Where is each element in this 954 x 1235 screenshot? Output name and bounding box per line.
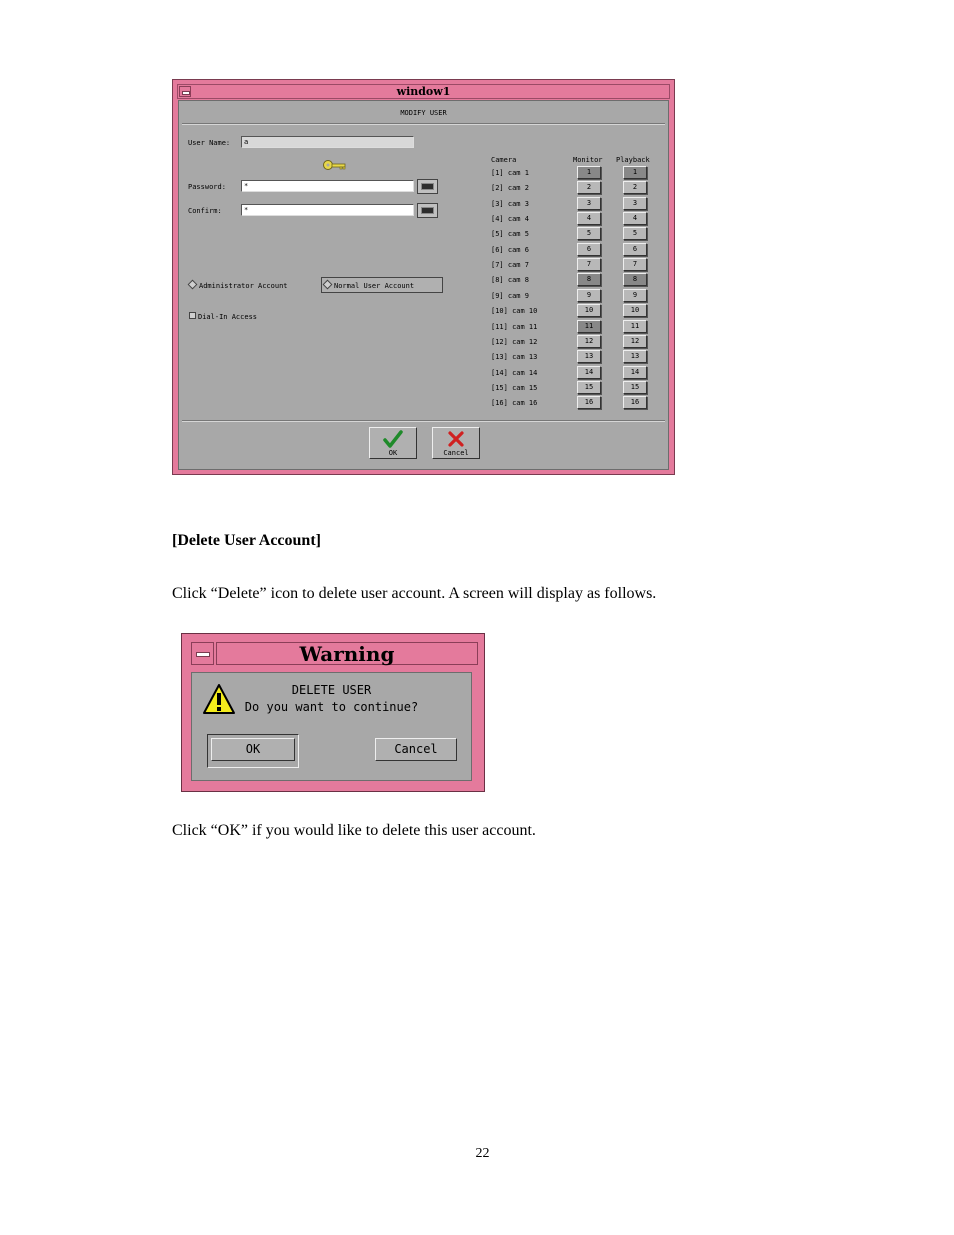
monitor-toggle[interactable]: 9 [577, 289, 601, 302]
divider [182, 123, 665, 125]
playback-toggle[interactable]: 11 [623, 320, 647, 333]
dialin-label: Dial-In Access [198, 313, 258, 321]
user-name-field[interactable] [241, 136, 414, 148]
monitor-toggle[interactable]: 12 [577, 335, 601, 348]
window-menu-button[interactable] [191, 642, 214, 665]
camera-label: [14] cam 14 [491, 368, 538, 377]
radio-indicator [323, 280, 333, 290]
warning-dialog [181, 633, 485, 792]
camera-label: [5] cam 5 [491, 230, 529, 239]
checkmark-icon [383, 430, 403, 448]
playback-toggle[interactable]: 12 [623, 335, 647, 348]
monitor-toggle[interactable]: 5 [577, 227, 601, 240]
confirm-value: * [244, 206, 249, 214]
checkbox-indicator [189, 312, 196, 319]
page-number: 22 [475, 1146, 490, 1161]
playback-header: Playback [616, 156, 650, 164]
monitor-toggle[interactable]: 14 [577, 366, 601, 379]
title-bar[interactable] [177, 84, 670, 99]
monitor-toggle[interactable]: 6 [577, 243, 601, 256]
keyboard-icon[interactable] [417, 203, 438, 218]
monitor-toggle[interactable]: 11 [577, 320, 601, 333]
monitor-toggle[interactable]: 15 [577, 381, 601, 394]
monitor-header: Monitor [573, 156, 603, 164]
camera-label: [4] cam 4 [491, 215, 529, 224]
playback-toggle[interactable]: 9 [623, 289, 647, 302]
camera-label: [13] cam 13 [491, 353, 538, 362]
window-client [178, 100, 669, 470]
admin-account-radio[interactable] [189, 281, 288, 290]
camera-label: [1] cam 1 [491, 169, 529, 177]
camera-label: [15] cam 15 [491, 383, 538, 392]
keyboard-icon[interactable] [417, 179, 438, 194]
warning-ok-button[interactable]: OK [211, 738, 295, 761]
paragraph-delete-instruction: Click “Delete” icon to delete user account. A screen will display as follows. [172, 585, 657, 602]
warning-line-2: Do you want to continue? [244, 700, 419, 714]
playback-toggle[interactable]: 1 [623, 166, 647, 179]
camera-label: [3] cam 3 [491, 199, 529, 208]
camera-label: [16] cam 16 [491, 399, 538, 408]
cancel-button[interactable] [432, 427, 480, 459]
confirm-field[interactable] [241, 204, 414, 216]
warning-client [191, 672, 472, 781]
playback-toggle[interactable]: 13 [623, 350, 647, 363]
playback-toggle[interactable]: 7 [623, 258, 647, 271]
playback-toggle[interactable]: 5 [623, 227, 647, 240]
normal-account-radio[interactable] [321, 277, 443, 293]
dialin-checkbox[interactable] [189, 312, 257, 321]
camera-label: [11] cam 11 [491, 322, 538, 331]
camera-label: [2] cam 2 [491, 184, 529, 193]
cancel-label: Cancel [443, 449, 469, 457]
normal-account-label: Normal User Account [334, 282, 415, 290]
camera-label: [10] cam 10 [491, 307, 538, 316]
monitor-toggle[interactable]: 4 [577, 212, 601, 225]
ok-button[interactable] [369, 427, 417, 459]
warning-line-1: DELETE USER [291, 683, 372, 697]
playback-toggle[interactable]: 2 [623, 181, 647, 194]
password-label: Password: [188, 183, 226, 191]
playback-toggle[interactable]: 3 [623, 197, 647, 210]
monitor-toggle[interactable]: 16 [577, 396, 601, 409]
user-name-value: a [244, 138, 249, 146]
camera-header: Camera [491, 156, 517, 164]
camera-label: [7] cam 7 [491, 261, 529, 270]
dialog-header: MODIFY USER [400, 109, 447, 117]
playback-toggle[interactable]: 16 [623, 396, 647, 409]
password-field[interactable] [241, 180, 414, 192]
playback-toggle[interactable]: 4 [623, 212, 647, 225]
radio-indicator [188, 280, 198, 290]
title-bar[interactable] [216, 642, 478, 665]
close-icon [446, 430, 466, 448]
camera-label: [8] cam 8 [491, 276, 529, 285]
ok-label: OK [388, 449, 398, 457]
window-title: window1 [396, 85, 451, 98]
playback-toggle[interactable]: 8 [623, 273, 647, 286]
warning-title: Warning [299, 642, 395, 666]
section-heading: [Delete User Account] [172, 532, 321, 549]
playback-toggle[interactable]: 14 [623, 366, 647, 379]
camera-label: [12] cam 12 [491, 337, 538, 346]
playback-toggle[interactable]: 6 [623, 243, 647, 256]
modify-user-window [172, 79, 675, 475]
camera-label: [9] cam 9 [491, 291, 529, 300]
monitor-toggle[interactable]: 3 [577, 197, 601, 210]
monitor-toggle[interactable]: 1 [577, 166, 601, 179]
monitor-toggle[interactable]: 8 [577, 273, 601, 286]
password-value: * [244, 182, 249, 190]
camera-label: [6] cam 6 [491, 245, 529, 254]
monitor-toggle[interactable]: 10 [577, 304, 601, 317]
admin-account-label: Administrator Account [199, 282, 288, 290]
monitor-toggle[interactable]: 7 [577, 258, 601, 271]
divider [182, 420, 665, 422]
playback-toggle[interactable]: 15 [623, 381, 647, 394]
paragraph-confirm-instruction: Click “OK” if you would like to delete this user account. [172, 822, 536, 839]
monitor-toggle[interactable]: 2 [577, 181, 601, 194]
key-icon [323, 159, 347, 171]
playback-toggle[interactable]: 10 [623, 304, 647, 317]
user-name-label: User Name: [188, 139, 231, 147]
confirm-label: Confirm: [188, 207, 222, 215]
warning-cancel-button[interactable]: Cancel [375, 738, 457, 761]
monitor-toggle[interactable]: 13 [577, 350, 601, 363]
